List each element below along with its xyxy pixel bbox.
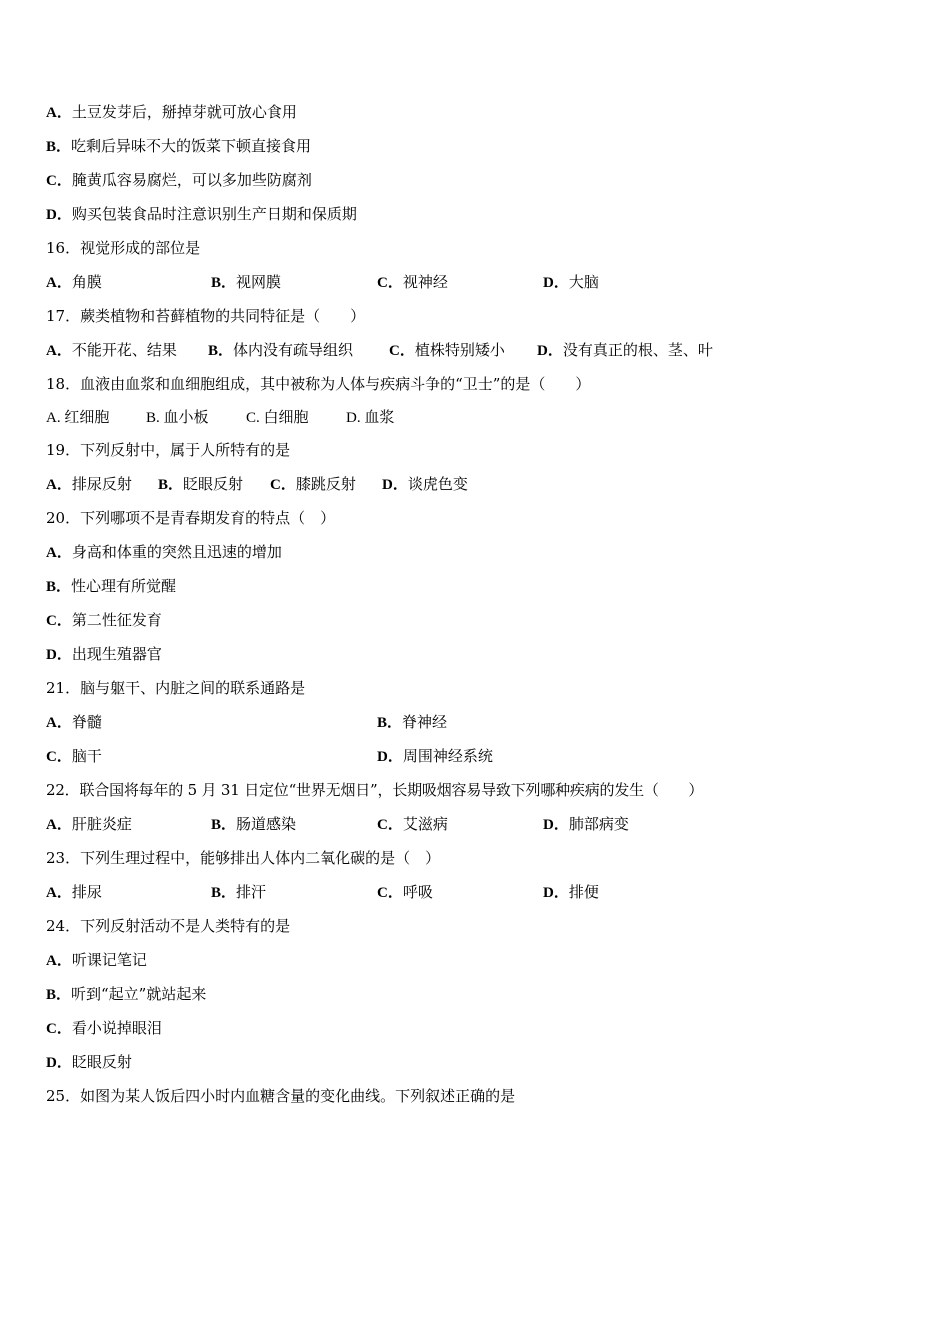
q17-stem: 17．蕨类植物和苔藓植物的共同特征是（ ） xyxy=(46,307,366,325)
q22-stem: 22．联合国将每年的 5 月 31 日定位“世界无烟日”，长期吸烟容易导致下列哪种疾病的发生（ ） xyxy=(46,781,704,799)
q16-option-c: C．视神经 xyxy=(377,273,448,291)
q19-option-a: A．排尿反射 xyxy=(46,475,132,493)
q24-option-c: C．看小说掉眼泪 xyxy=(46,1019,162,1037)
q21-options-row2 xyxy=(0,746,950,766)
q23-option-c: C．呼吸 xyxy=(377,883,433,901)
q19-options xyxy=(0,474,950,494)
q25-stem: 25．如图为某人饭后四小时内血糖含量的变化曲线。下列叙述正确的是 xyxy=(46,1087,516,1105)
q21-stem: 21．脑与躯干、内脏之间的联系通路是 xyxy=(46,679,306,697)
q16-option-a: A．角膜 xyxy=(46,273,102,291)
q22-option-d: D．肺部病变 xyxy=(543,815,629,833)
q24-option-d: D．眨眼反射 xyxy=(46,1053,132,1071)
q22-option-c: C．艾滋病 xyxy=(377,815,448,833)
q21-options-row1 xyxy=(0,712,950,732)
q16-stem: 16．视觉形成的部位是 xyxy=(46,239,201,257)
q21-option-a: A．脊髓 xyxy=(46,713,102,731)
q20-option-a: A．身高和体重的突然且迅速的增加 xyxy=(46,543,282,561)
q16-option-d: D．大脑 xyxy=(543,273,599,291)
q23-option-d: D．排便 xyxy=(543,883,599,901)
q22-option-b: B．肠道感染 xyxy=(211,815,297,833)
q19-option-d: D．谈虎色变 xyxy=(382,475,468,493)
q19-stem: 19．下列反射中，属于人所特有的是 xyxy=(46,441,291,459)
q17-option-d: D．没有真正的根、茎、叶 xyxy=(537,341,713,359)
q16-options xyxy=(0,272,950,292)
q24-stem: 24．下列反射活动不是人类特有的是 xyxy=(46,917,291,935)
q19-option-b: B．眨眼反射 xyxy=(158,475,244,493)
q15-option-d: D．购买包装食品时注意识别生产日期和保质期 xyxy=(46,205,357,223)
q20-stem: 20．下列哪项不是青春期发育的特点（ ） xyxy=(46,509,336,527)
q22-option-a: A．肝脏炎症 xyxy=(46,815,132,833)
q17-option-c: C．植株特别矮小 xyxy=(389,341,505,359)
q20-option-c: C．第二性征发育 xyxy=(46,611,162,629)
q24-option-a: A．听课记笔记 xyxy=(46,951,147,969)
q23-option-b: B．排汗 xyxy=(211,883,267,901)
q17-options xyxy=(0,340,950,360)
q21-option-b: B．脊神经 xyxy=(377,713,448,731)
q21-option-d: D．周围神经系统 xyxy=(377,747,493,765)
q19-option-c: C．膝跳反射 xyxy=(270,475,356,493)
q17-option-a: A．不能开花、结果 xyxy=(46,341,177,359)
q23-options xyxy=(0,882,950,902)
q18-options xyxy=(0,408,950,428)
q15-option-b: B．吃剩后异味不大的饭菜下顿直接食用 xyxy=(46,137,312,155)
q24-option-b: B．听到“起立”就站起来 xyxy=(46,985,207,1003)
q21-option-c: C．脑干 xyxy=(46,747,102,765)
q18-option-d: D. 血浆 xyxy=(346,410,395,426)
q18-option-a: A. 红细胞 xyxy=(46,410,110,426)
q15-option-a: A．土豆发芽后，掰掉芽就可放心食用 xyxy=(46,103,297,121)
q15-option-c: C．腌黄瓜容易腐烂，可以多加些防腐剂 xyxy=(46,171,312,189)
q18-option-b: B. 血小板 xyxy=(146,410,209,426)
q22-options xyxy=(0,814,950,834)
q16-option-b: B．视网膜 xyxy=(211,273,282,291)
q18-option-c: C. 白细胞 xyxy=(246,410,309,426)
q18-stem: 18．血液由血浆和血细胞组成，其中被称为人体与疾病斗争的“卫士”的是（ ） xyxy=(46,375,591,393)
q17-option-b: B．体内没有疏导组织 xyxy=(208,341,354,359)
q20-option-b: B．性心理有所觉醒 xyxy=(46,577,177,595)
q20-option-d: D．出现生殖器官 xyxy=(46,645,162,663)
q23-option-a: A．排尿 xyxy=(46,883,102,901)
q23-stem: 23．下列生理过程中，能够排出人体内二氧化碳的是（ ） xyxy=(46,849,441,867)
